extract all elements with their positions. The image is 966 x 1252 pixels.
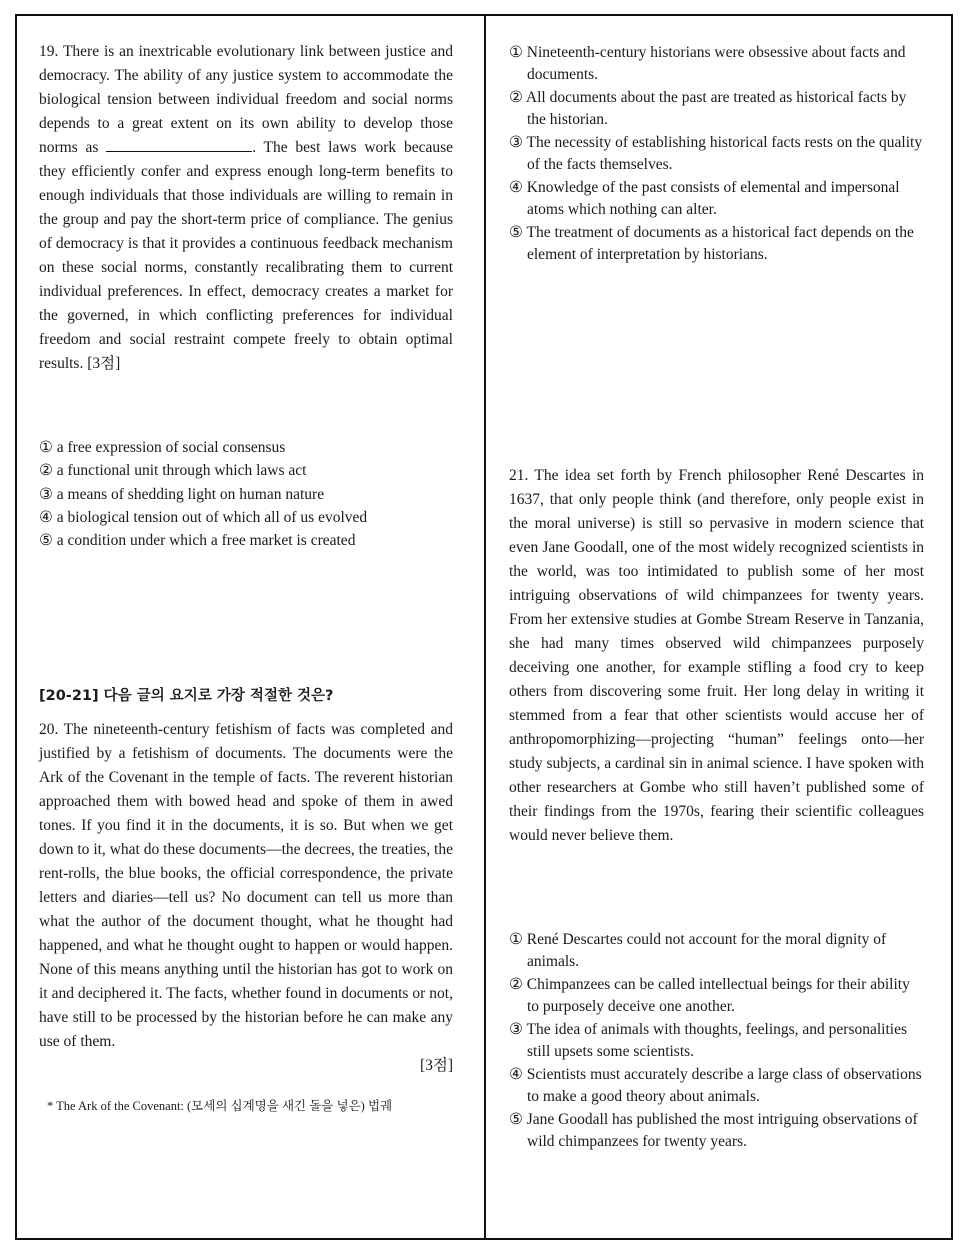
- q20-footnote: * The Ark of the Covenant: (모세의 십계명을 새긴 돌을 넣은) 법궤: [47, 1099, 393, 1113]
- q21-choice-5[interactable]: ⑤ Jane Goodall has published the most intriguing observations of wild chimpanzees for twenty years.: [509, 1111, 918, 1150]
- question-21: [509, 464, 924, 848]
- q19-choice-1[interactable]: ① a free expression of social consensus: [39, 439, 286, 456]
- question-20: [39, 718, 453, 1114]
- q19-blank: [106, 137, 252, 152]
- q20-passage: 20. The nineteenth-century fetishism of facts was completed and justified by a fetishism of documents. The documents were the Ark of the Covenant in the temple of facts. The reverent historian approached them with bowed head and spoke of them in awed tones. If you find it in the documents, it is so. But when we get down to it, what do these documents—the decrees, the treaties, the rent-rolls, the blue books, the official correspondence, the private letters and diaries—tell us? No document can tell us more than what the author of the document thought, what he thought had happened, and what he thought ought to happen or would happen. None of this means anything until the historian has got to work on it and deciphered it. The facts, whether found in documents or not, have still to be processed by the historian before he can make any use of them.: [39, 721, 453, 1050]
- q19-choices: [39, 436, 453, 552]
- q19-choice-3[interactable]: ③ a means of shedding light on human nature: [39, 485, 325, 503]
- q19-text-before-blank: 19. There is an inextricable evolutionary link between justice and democracy. The ability of any justice system to accommodate the biological tension between individual freedom and social norms depends to a great extent on its own ability to develop those norms as: [39, 43, 453, 156]
- q21-passage: 21. The idea set forth by French philosopher René Descartes in 1637, that only people think (and therefore, only people exist in the moral universe) is still so pervasive in modern science that even Jane Goodall, one of the most widely recognized scientists in the world, was too intimidated to publish some of her most intriguing observations of wild chimpanzees for twenty years. From her extensive studies at Gombe Stream Reserve in Tanzania, she had many times observed wild chimpanzees purposely deceiving one another, for example stifling a food cry to keep others from discovering some fruit. Her long delay in writing it stemmed from a fear that other scientists would accuse her of anthropomorphizing—projecting “human” feelings onto—her study subjects, a cardinal sin in animal science. I have spoken with other researchers at Gombe who still haven’t published some of their findings from the 1970s, fearing their scientific colleagues would never believe them.: [509, 467, 924, 844]
- q21-choices: [509, 929, 924, 1154]
- q20-points: [3점]: [419, 1057, 453, 1074]
- q19-text-after-blank: . The best laws work because they efficiently confer and express enough long-term benefits to enough individuals that those individuals are willing to remain in the group and pay the short-term price of compliance. The genius of democracy is that it provides a continuous feedback mechanism on these social norms, constantly recalibrating them to current individual preferences. In effect, democracy creates a market for the governed, in which conflicting preferences for individual freedom and social restraint compete freely to obtain optimal results.: [39, 139, 453, 372]
- q20-choice-1[interactable]: ① Nineteenth-century historians were obsessive about facts and documents.: [509, 44, 906, 83]
- q20-choice-5[interactable]: ⑤ The treatment of documents as a historical fact depends on the element of interpretation by historians.: [509, 224, 914, 263]
- q19-choice-2[interactable]: ② a functional unit through which laws act: [39, 462, 307, 480]
- q19-points: [3점]: [87, 355, 121, 372]
- column-divider: [484, 14, 486, 1240]
- q21-choice-3[interactable]: ③ The idea of animals with thoughts, feelings, and personalities still upsets some scientists.: [509, 1021, 908, 1060]
- q20-choice-3[interactable]: ③ The necessity of establishing historical facts rests on the quality of the facts themselves.: [509, 134, 923, 173]
- q21-choice-4[interactable]: ④ Scientists must accurately describe a large class of observations to make a good theory about animals.: [509, 1066, 922, 1105]
- q21-choice-2[interactable]: ② Chimpanzees can be called intellectual beings for their ability to purposely deceive one another.: [509, 976, 910, 1015]
- section-heading: [20-21] 다음 글의 요지로 가장 적절한 것은?: [39, 688, 334, 704]
- q21-choice-1[interactable]: ① René Descartes could not account for the moral dignity of animals.: [509, 931, 887, 970]
- q19-choice-4[interactable]: ④ a biological tension out of which all of us evolved: [39, 508, 368, 526]
- q19-passage: [39, 40, 453, 376]
- q20-choice-2[interactable]: ② All documents about the past are treated as historical facts by the historian.: [509, 89, 907, 128]
- question-19: [39, 40, 453, 376]
- q20-choices: [509, 42, 924, 267]
- q19-choice-5[interactable]: ⑤ a condition under which a free market is created: [39, 532, 356, 550]
- q20-choice-4[interactable]: ④ Knowledge of the past consists of elemental and impersonal atoms which nothing can alter.: [509, 179, 900, 218]
